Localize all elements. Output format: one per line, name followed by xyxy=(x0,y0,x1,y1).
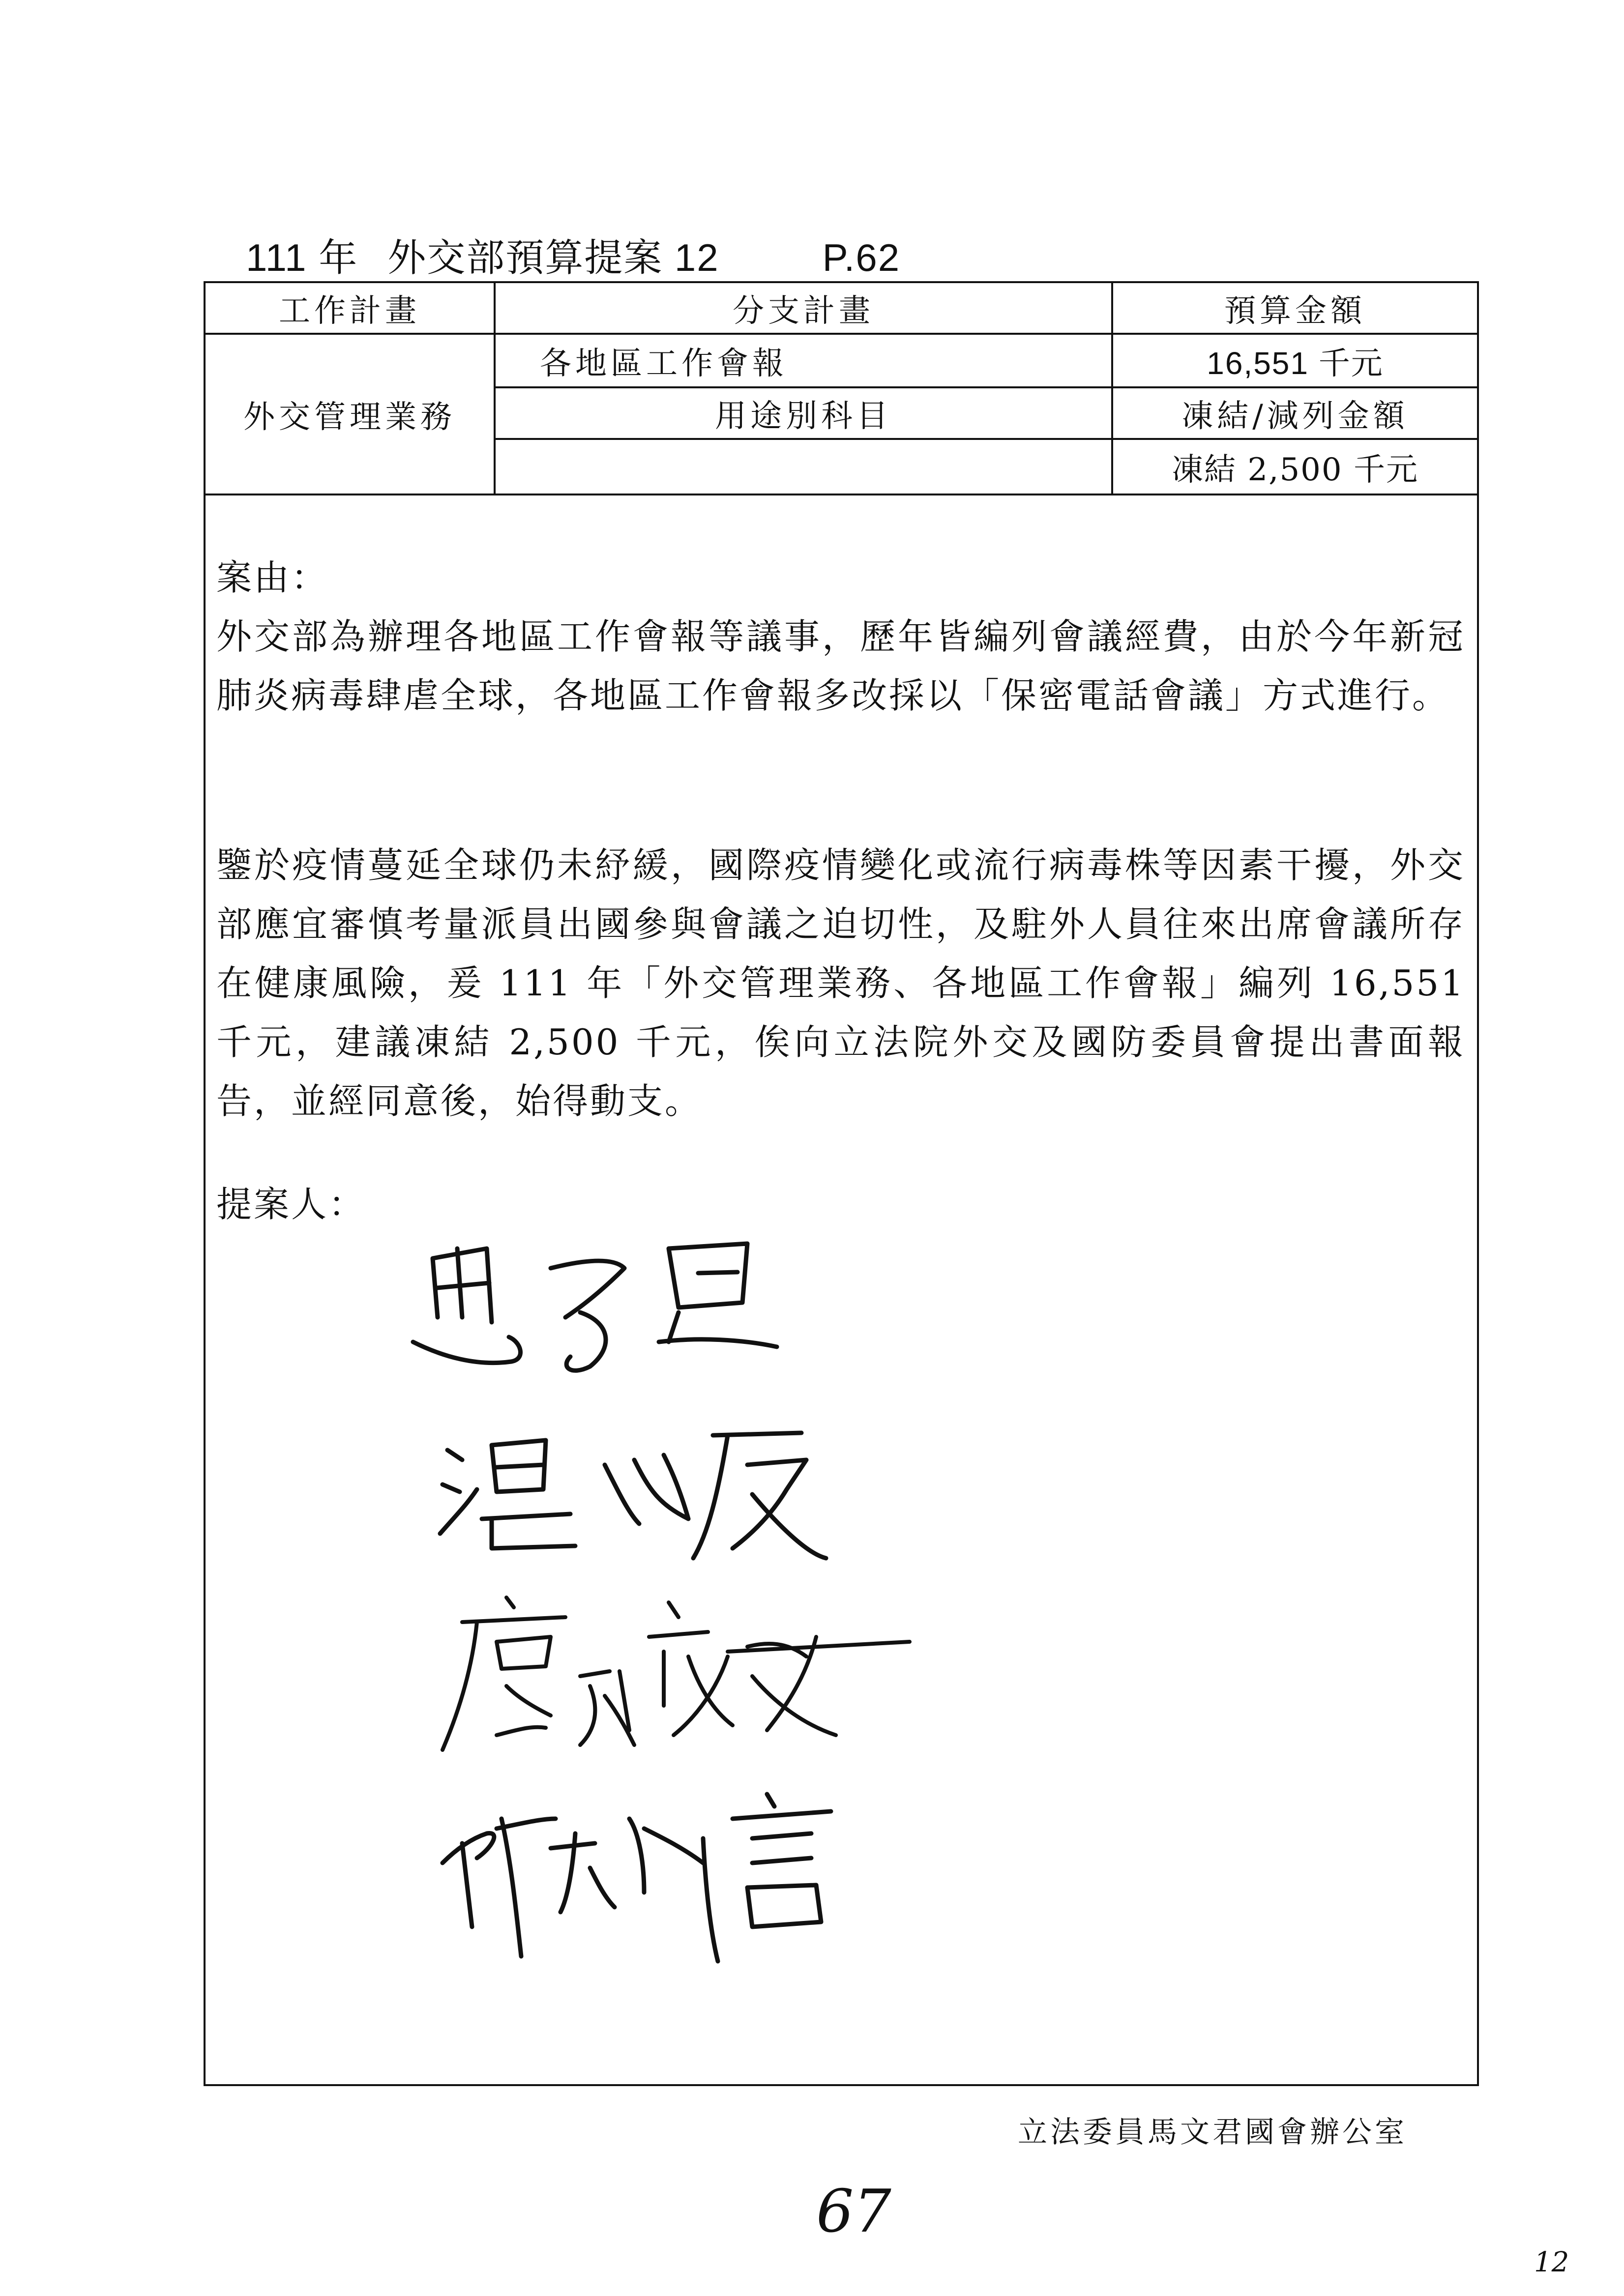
case-reason-section xyxy=(216,548,1465,725)
row-divider-4 xyxy=(206,494,1477,495)
footer-office-name: 立法委員馬文君國會辦公室 xyxy=(1018,2115,1407,2150)
usage-header: 用途別科目 xyxy=(715,398,892,435)
col-header-work-plan: 工作計畫 xyxy=(279,292,420,329)
case-reason-paragraph-2-block xyxy=(216,836,1465,1131)
signature-4 xyxy=(428,1765,910,1971)
budget-value: 16,551 千元 xyxy=(1207,345,1384,381)
case-reason-label: 案由： xyxy=(216,557,329,598)
header-year: 111 年 xyxy=(246,236,358,279)
signature-1 xyxy=(403,1219,797,1406)
branch-plan-value: 各地區工作會報 xyxy=(540,345,788,382)
freeze-value: 凍結 2,500 千元 xyxy=(1172,451,1418,488)
corner-page-number: 12 xyxy=(1534,2246,1569,2278)
header-title: 外交部預算提案 12 xyxy=(387,236,719,279)
case-reason-paragraph-1: 外交部為辦理各地區工作會報等議事，歷年皆編列會議經費，由於今年新冠肺炎病毒肆虐全球，各地區工作會報多改採以「保密電話會議」方式進行。 xyxy=(216,616,1465,716)
col-header-branch-plan: 分支計畫 xyxy=(733,292,874,329)
freeze-header: 凍結/減列金額 xyxy=(1181,398,1409,435)
col-header-budget-amount: 預算金額 xyxy=(1224,292,1366,329)
work-plan-value: 外交管理業務 xyxy=(243,399,456,436)
signature-2 xyxy=(433,1406,836,1573)
proposer-label: 提案人： xyxy=(216,1184,366,1225)
header-page-ref: P.62 xyxy=(822,236,901,279)
signature-3 xyxy=(433,1588,915,1765)
case-reason-paragraph-2: 鑒於疫情蔓延全球仍未紓緩，國際疫情變化或流行病毒株等因素干擾，外交部應宜審慎考量派員出國參與會議之迫切性，及駐外人員往來出席會議所存在健康風險，爰 111 年「外交管理業務、各地區工作會報」編列 16,551 千元，建議凍結 2,500 千元，俟向立法院外交及國防委員會提出書面報告，並經同意後，始得動支。 xyxy=(216,844,1465,1122)
handwritten-page-number: 67 xyxy=(816,2178,891,2246)
document-header xyxy=(246,227,900,282)
usage-value xyxy=(496,440,1111,494)
